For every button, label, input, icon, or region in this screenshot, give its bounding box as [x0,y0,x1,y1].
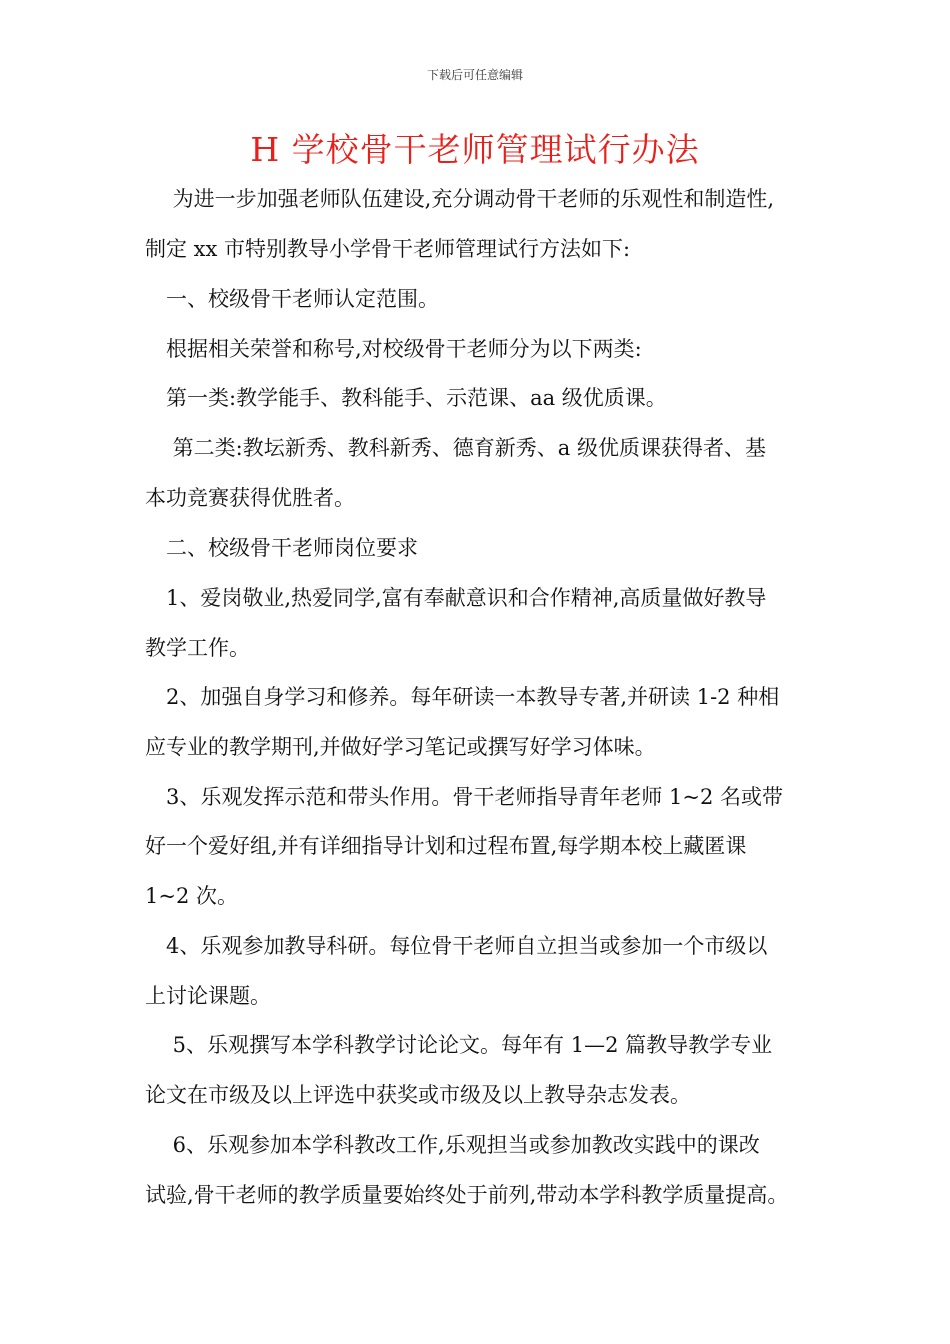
paragraph-line: 制定 xx 市特别教导小学骨干老师管理试行方法如下: [145,237,631,261]
paragraph-line: 应专业的教学期刊,并做好学习笔记或撰写好学习体味。 [145,735,656,759]
paragraph-line: 第二类:教坛新秀、教科新秀、德育新秀、a 级优质课获得者、基 [145,436,766,460]
paragraph-line: 1、爱岗敬业,热爱同学,富有奉献意识和合作精神,高质量做好教导 [145,586,767,610]
section-heading: 一、校级骨干老师认定范围。 [145,287,439,311]
paragraph-line: 论文在市级及以上评选中获奖或市级及以上教导杂志发表。 [145,1083,691,1107]
section-heading: 二、校级骨干老师岗位要求 [145,536,418,560]
paragraph-line: 好一个爱好组,并有详细指导计划和过程布置,每学期本校上藏匿课 [145,834,747,858]
paragraph-line: 试验,骨干老师的教学质量要始终处于前列,带动本学科教学质量提高。 [145,1183,789,1207]
paragraph-line: 6、乐观参加本学科教改工作,乐观担当或参加教改实践中的课改 [145,1133,760,1157]
paragraph-line: 3、乐观发挥示范和带头作用。骨干老师指导青年老师 1~2 名或带 [145,785,784,809]
paragraph-line: 为进一步加强老师队伍建设,充分调动骨干老师的乐观性和制造性, [145,187,775,211]
paragraph-line: 教学工作。 [145,636,250,660]
document-title: H 学校骨干老师管理试行办法 [250,130,700,169]
paragraph-line: 上讨论课题。 [145,984,271,1008]
paragraph-line: 4、乐观参加教导科研。每位骨干老师自立担当或参加一个市级以 [145,934,768,958]
paragraph-line: 2、加强自身学习和修养。每年研读一本教导专著,并研读 1-2 种相 [145,685,780,709]
paragraph-line: 本功竞赛获得优胜者。 [145,486,355,510]
paragraph-line: 根据相关荣誉和称号,对校级骨干老师分为以下两类: [145,337,642,361]
page-header: 下载后可任意编辑 [426,68,523,82]
paragraph-line: 1~2 次。 [145,884,238,908]
paragraph-line: 5、乐观撰写本学科教学讨论论文。每年有 1—2 篇教导教学专业 [145,1033,773,1057]
paragraph-line: 第一类:教学能手、教科能手、示范课、aa 级优质课。 [145,386,667,410]
